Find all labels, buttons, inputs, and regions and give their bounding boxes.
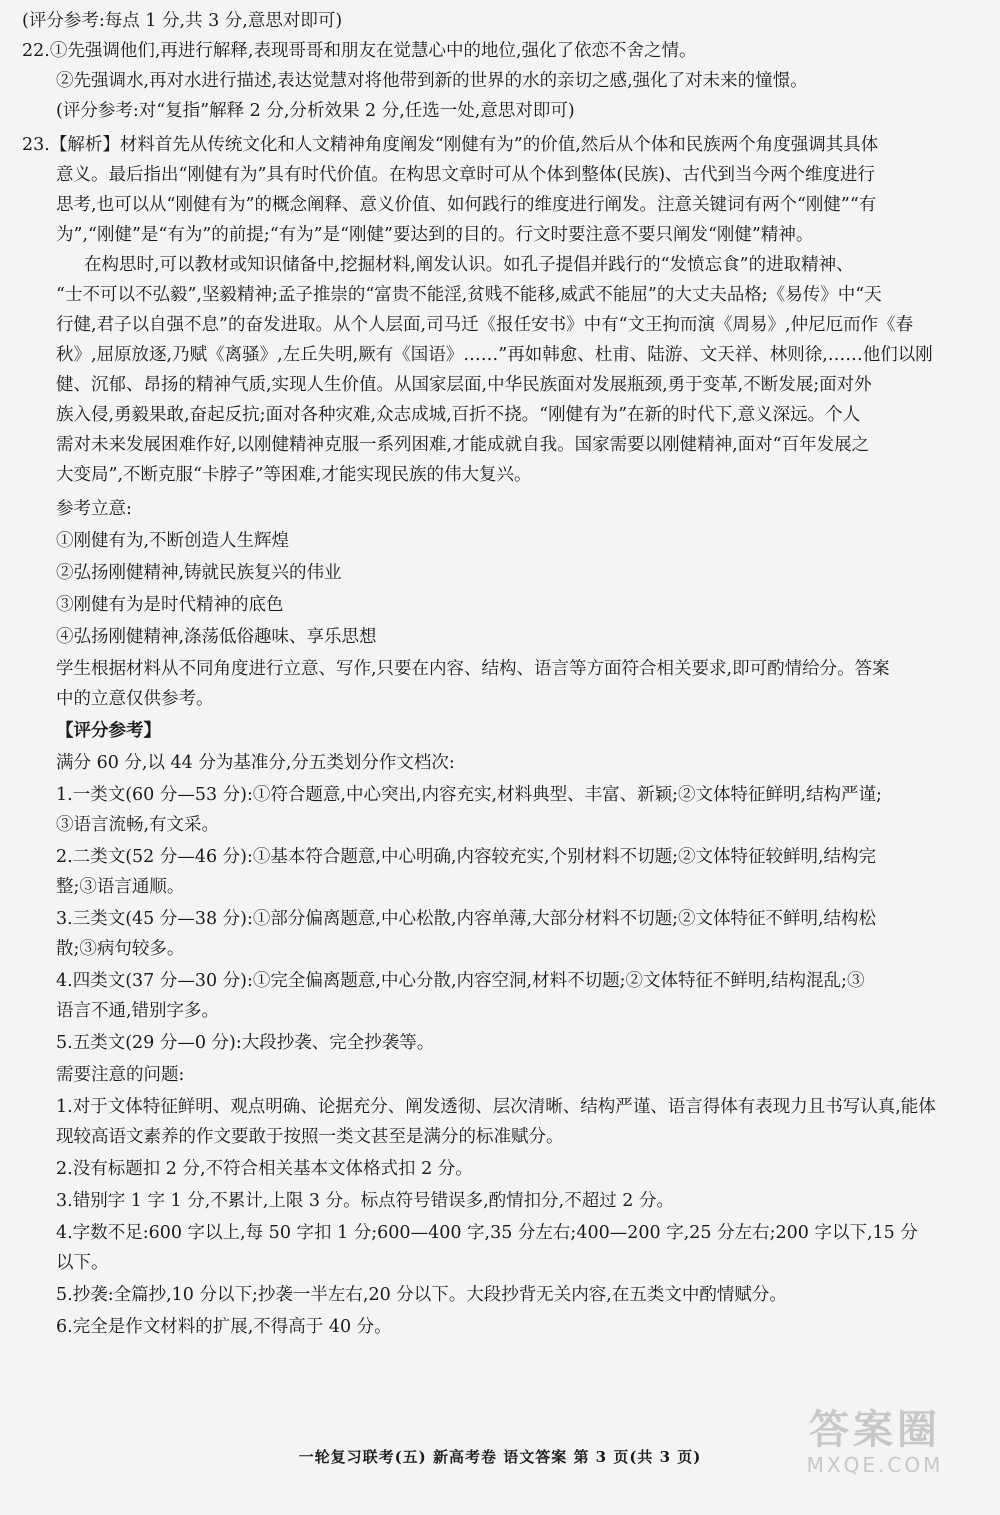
answer-23-paragraph-line: 健、沉郁、昂扬的精神气质,实现人生价值。从国家层面,中华民族面对发展瓶颈,勇于变革,不断发展;面对外 bbox=[56, 375, 872, 395]
grade-level-4: 4.四类文(37 分—30 分):①完全偏离题意,中心分散,内容空洞,材料不切题;②文体特征不鲜明,结构混乱;③ bbox=[56, 971, 865, 991]
answer-23-analysis-line: 23.【解析】材料首先从传统文化和人文精神角度阐发“刚健有为”的价值,然后从个体和民族两个角度强调其具体 bbox=[22, 135, 879, 155]
watermark-logo-text: 答案圈 bbox=[809, 1406, 941, 1453]
reference-theme-item: ③刚健有为是时代精神的底色 bbox=[56, 595, 284, 615]
notes-heading: 需要注意的问题: bbox=[56, 1065, 185, 1085]
reference-theme-item: ①刚健有为,不断创造人生辉煌 bbox=[56, 531, 290, 551]
answer-23-paragraph-line: 族入侵,勇毅果敢,奋起反抗;面对各种灾难,众志成城,百折不挠。“刚健有为”在新的时代下,意义深远。个人 bbox=[56, 405, 861, 425]
full-score-note: 满分 60 分,以 44 分为基准分,分五类划分作文档次: bbox=[56, 753, 455, 773]
answer-23-analysis-line: 为”,“刚健”是“有为”的前提;“有为”是“刚健”要达到的目的。行文时要注意不要只阐发“刚健”精神。 bbox=[56, 225, 814, 245]
scoring-note-22: (评分参考:对“复指”解释 2 分,分析效果 2 分,任选一处,意思对即可) bbox=[56, 101, 575, 121]
grade-level-3: 3.三类文(45 分—38 分):①部分偏离题意,中心松散,内容单薄,大部分材料不切题;②文体特征不鲜明,结构松 bbox=[56, 909, 877, 929]
answer-23-analysis-line: 思考,也可以从“刚健有为”的概念阐释、意义价值、如何践行的维度进行阐发。注意关键词有两个“刚健”“有 bbox=[56, 195, 877, 215]
grade-level-1-cont: ③语言流畅,有文采。 bbox=[56, 815, 220, 835]
scoring-note-21: (评分参考:每点 1 分,共 3 分,意思对即可) bbox=[22, 11, 343, 31]
answer-22-item-2: ②先强调水,再对水进行描述,表达觉慧对将他带到新的世界的水的亲切之感,强化了对未来的憧憬。 bbox=[56, 71, 808, 91]
note-item: 4.字数不足:600 字以上,每 50 字扣 1 分;600—400 字,35 分左右;400—200 字,25 分左右;200 字以下,15 分 bbox=[56, 1223, 918, 1243]
grade-level-2: 2.二类文(52 分—46 分):①基本符合题意,中心明确,内容较充实,个别材料不切题;②文体特征较鲜明,结构完 bbox=[56, 847, 877, 867]
note-item-cont: 以下。 bbox=[56, 1253, 109, 1273]
answer-22-item-1: 22.①先强调他们,再进行解释,表现哥哥和朋友在觉慧心中的地位,强化了依恋不舍之情。 bbox=[22, 41, 697, 61]
reference-theme-item: ④弘扬刚健精神,涤荡低俗趣味、享乐思想 bbox=[56, 627, 377, 647]
answer-23-paragraph-line: 需对未来发展困难作好,以刚健精神克服一系列困难,才能成就自我。国家需要以刚健精神,面对“百年发展之 bbox=[56, 435, 870, 455]
page-footer: 一轮复习联考(五) 新高考卷 语文答案 第 3 页(共 3 页) bbox=[298, 1448, 702, 1466]
grade-level-1: 1.一类文(60 分—53 分):①符合题意,中心突出,内容充实,材料典型、丰富、新颖;②文体特征鲜明,结构严谨; bbox=[56, 785, 882, 805]
grade-level-4-cont: 语言不通,错别字多。 bbox=[56, 1001, 220, 1021]
answer-23-paragraph-line: 行健,君子以自强不息”的奋发进取。从个人层面,司马迁《报任安书》中有“文王拘而演《周易》,仲尼厄而作《春 bbox=[56, 315, 914, 335]
watermark-url: MXQE.COM bbox=[806, 1453, 944, 1477]
answer-23-paragraph-line: 秋》,屈原放逐,乃赋《离骚》,左丘失明,厥有《国语》……”再如韩愈、杜甫、陆游、文天祥、林则徐,……他们以刚 bbox=[56, 345, 933, 365]
reference-theme-item: ②弘扬刚健精神,铸就民族复兴的伟业 bbox=[56, 563, 342, 583]
answer-23-analysis-line: 意义。最后指出“刚健有为”具有时代价值。在构思文章时可从个体到整体(民族)、古代到当今两个维度进行 bbox=[56, 165, 876, 185]
grading-guidance-line: 中的立意仅供参考。 bbox=[56, 689, 214, 709]
answer-23-paragraph-line: 在构思时,可以教材或知识储备中,挖掘材料,阐发认识。如孔子提倡并践行的“发愤忘食”的进取精神、 bbox=[84, 255, 854, 275]
note-item-cont: 现较高语文素养的作文要敢于按照一类文甚至是满分的标准赋分。 bbox=[56, 1127, 564, 1147]
site-watermark bbox=[790, 1407, 960, 1487]
note-item: 3.错别字 1 字 1 分,不累计,上限 3 分。标点符号错误多,酌情扣分,不超过 2 分。 bbox=[56, 1191, 674, 1211]
note-item: 5.抄袭:全篇抄,10 分以下;抄袭一半左右,20 分以下。大段抄背无关内容,在五类文中酌情赋分。 bbox=[56, 1285, 787, 1305]
note-item: 2.没有标题扣 2 分,不符合相关基本文体格式扣 2 分。 bbox=[56, 1159, 473, 1179]
answer-23-paragraph-line: 大变局”,不断克服“卡脖子”等困难,才能实现民族的伟大复兴。 bbox=[56, 465, 532, 485]
reference-theme-heading: 参考立意: bbox=[56, 499, 132, 519]
note-item: 6.完全是作文材料的扩展,不得高于 40 分。 bbox=[56, 1317, 392, 1337]
grade-level-2-cont: 整;③语言通顺。 bbox=[56, 877, 185, 897]
note-item: 1.对于文体特征鲜明、观点明确、论据充分、阐发透彻、层次清晰、结构严谨、语言得体有表现力且书写认真,能体 bbox=[56, 1097, 936, 1117]
scoring-reference-heading: 【评分参考】 bbox=[56, 721, 161, 741]
grade-level-5: 5.五类文(29 分—0 分):大段抄袭、完全抄袭等。 bbox=[56, 1033, 435, 1053]
grade-level-3-cont: 散;③病句较多。 bbox=[56, 939, 185, 959]
answer-23-paragraph-line: “士不可以不弘毅”,坚毅精神;孟子推崇的“富贵不能淫,贫贱不能移,威武不能屈”的大丈夫品格;《易传》中“天 bbox=[56, 285, 882, 305]
grading-guidance-line: 学生根据材料从不同角度进行立意、写作,只要在内容、结构、语言等方面符合相关要求,即可酌情给分。答案 bbox=[56, 659, 890, 679]
